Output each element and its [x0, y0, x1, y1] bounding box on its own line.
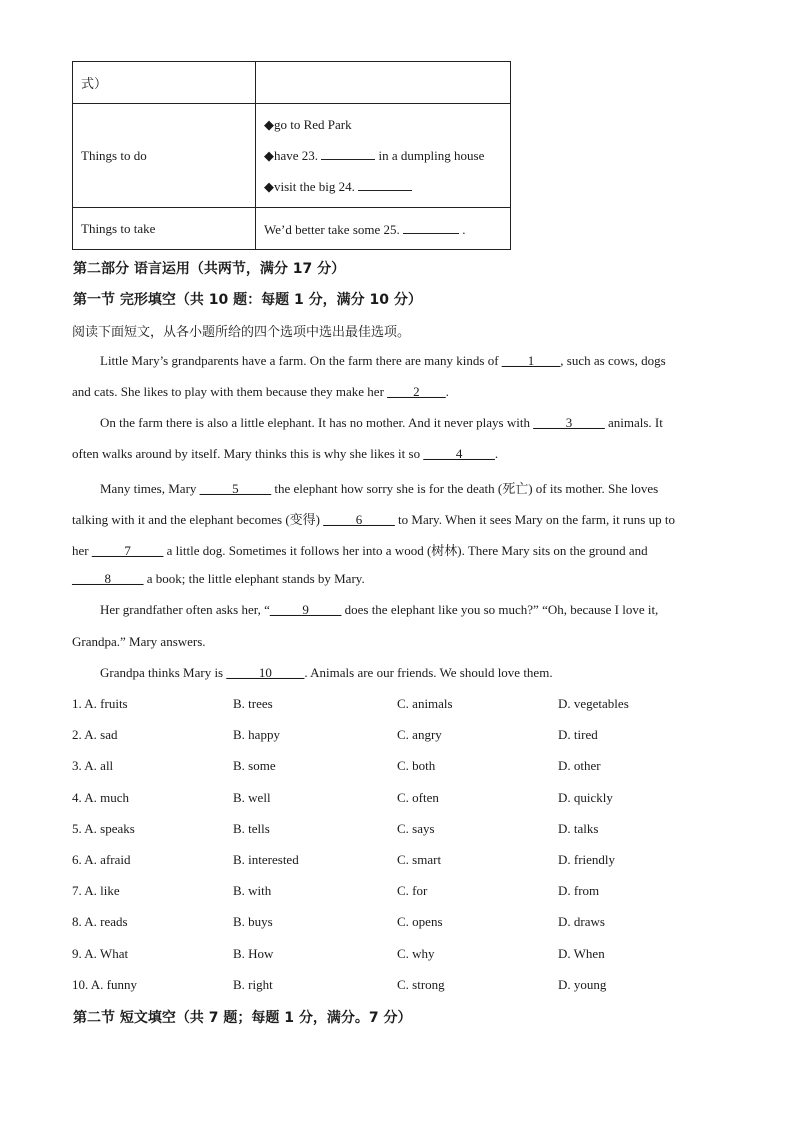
list-item [264, 109, 502, 140]
passage-text: her [72, 543, 92, 558]
diamond-bullet-icon: ◆ [264, 179, 274, 194]
blank-8[interactable]: _____8_____ [72, 571, 144, 586]
part2-heading: 第二部分 语言运用（共两节，满分 17 分） [73, 261, 346, 277]
instructions: 阅读下面短文，从各小题所给的四个选项中选出最佳选项。 [72, 325, 411, 340]
diamond-bullet-icon: ◆ [264, 148, 274, 163]
table-cell: Things to do [73, 104, 256, 208]
list-item [264, 140, 502, 171]
option-7-D[interactable]: D. from [558, 883, 600, 898]
table-cell: 式） [73, 62, 256, 104]
section2-heading: 第二节 短文填空（共 7 题；每题 1 分，满分。7 分） [73, 1010, 412, 1026]
option-1-A[interactable]: 1. A. fruits [72, 696, 128, 711]
passage-text: Her grandfather often asks her, “ [100, 602, 270, 617]
blank-7[interactable]: _____7_____ [91, 543, 164, 558]
option-4-D[interactable]: D. quickly [558, 790, 613, 805]
option-5-D[interactable]: D. talks [558, 821, 599, 836]
passage-line [100, 353, 666, 369]
answer-blank[interactable] [403, 220, 459, 234]
option-10-D[interactable]: D. young [558, 977, 607, 992]
table-row [73, 104, 511, 208]
answer-blank[interactable] [321, 146, 375, 160]
passage-text: animals. It [604, 415, 663, 430]
passage-text: Many times, Mary [100, 481, 200, 496]
option-7-B[interactable]: B. with [233, 883, 272, 898]
answer-blank[interactable] [358, 177, 412, 191]
passage-text: and cats. She likes to play with them because they make her [72, 384, 388, 399]
blank-10[interactable]: _____10_____ [226, 665, 305, 680]
option-9-B[interactable]: B. How [233, 946, 274, 961]
option-10-C[interactable]: C. strong [397, 977, 445, 992]
option-7-C[interactable]: C. for [397, 883, 428, 898]
blank-6[interactable]: _____6_____ [323, 512, 395, 527]
option-2-C[interactable]: C. angry [397, 727, 442, 742]
passage-text: a book; the little elephant stands by Mary. [143, 571, 365, 586]
option-6-A[interactable]: 6. A. afraid [72, 852, 131, 867]
option-10-A[interactable]: 10. A. funny [72, 977, 137, 992]
diamond-bullet-icon: ◆ [264, 117, 274, 132]
passage-text: . [494, 446, 499, 461]
option-5-C[interactable]: C. says [397, 821, 435, 836]
option-8-C[interactable]: C. opens [397, 914, 443, 929]
option-3-A[interactable]: 3. A. all [72, 758, 114, 773]
list-item [264, 171, 502, 202]
passage-line [100, 665, 553, 681]
table-cell: Things to take [73, 208, 256, 250]
option-10-B[interactable]: B. right [233, 977, 273, 992]
passage-line [72, 446, 498, 462]
option-7-A[interactable]: 7. A. like [72, 883, 120, 898]
option-9-D[interactable]: D. When [558, 946, 605, 961]
option-3-C[interactable]: C. both [397, 758, 436, 773]
passage-text: Grandpa.” Mary answers. [72, 634, 206, 649]
list-item-text: in a dumpling house [375, 148, 485, 163]
passage-text: Little Mary’s grandparents have a farm. On the farm there are many kinds of [100, 353, 502, 368]
section1-heading: 第一节 完形填空（共 10 题：每题 1 分，满分 10 分） [73, 292, 422, 308]
passage-text: On the farm there is also a little elephant. It has no mother. And it never plays with [100, 415, 534, 430]
passage-line [100, 478, 658, 497]
option-9-A[interactable]: 9. A. What [72, 946, 129, 961]
passage-text: does the elephant like you so much?” “Oh, because I love it, [341, 602, 659, 617]
option-3-B[interactable]: B. some [233, 758, 276, 773]
info-table [72, 61, 511, 250]
option-9-C[interactable]: C. why [397, 946, 435, 961]
list-item-text: go to Red Park [274, 117, 352, 132]
option-1-D[interactable]: D. vegetables [558, 696, 629, 711]
option-8-A[interactable]: 8. A. reads [72, 914, 128, 929]
option-2-D[interactable]: D. tired [558, 727, 598, 742]
passage-text: often walks around by itself. Mary thinks this is why she likes it so [72, 446, 424, 461]
cell-text: We’d better take some 25. [264, 221, 404, 237]
table-cell [256, 104, 511, 208]
list-item-text: visit the big 24. [274, 179, 359, 194]
option-4-B[interactable]: B. well [233, 790, 271, 805]
passage-text: a little dog. Sometimes it follows her into a wood (树林). There Mary sits on the ground and [163, 543, 648, 558]
passage-line [72, 384, 449, 400]
option-2-B[interactable]: B. happy [233, 727, 280, 742]
list-item-text: have 23. [274, 148, 322, 163]
table-cell [256, 62, 511, 104]
passage-line [72, 571, 365, 587]
passage-text: . [445, 384, 449, 399]
option-2-A[interactable]: 2. A. sad [72, 727, 118, 742]
passage-text: Grandpa thinks Mary is [100, 665, 227, 680]
table-row [73, 62, 511, 104]
blank-5[interactable]: _____5_____ [199, 481, 272, 496]
passage-text: talking with it and the elephant becomes (变得) [72, 512, 324, 527]
option-5-A[interactable]: 5. A. speaks [72, 821, 135, 836]
option-4-C[interactable]: C. often [397, 790, 439, 805]
passage-text: , such as cows, dogs [560, 353, 666, 368]
cell-text: . [459, 221, 466, 237]
option-6-D[interactable]: D. friendly [558, 852, 616, 867]
blank-1[interactable]: ____1____ [501, 353, 561, 368]
passage-text: the elephant how sorry she is for the death (死亡) of its mother. She loves [271, 481, 659, 496]
passage-line [72, 509, 675, 528]
option-6-C[interactable]: C. smart [397, 852, 442, 867]
option-1-B[interactable]: B. trees [233, 696, 273, 711]
option-8-D[interactable]: D. draws [558, 914, 605, 929]
option-5-B[interactable]: B. tells [233, 821, 270, 836]
passage-line [72, 540, 648, 559]
passage-text: . Animals are our friends. We should love them. [304, 665, 553, 680]
blank-2[interactable]: ____2____ [387, 384, 446, 399]
option-3-D[interactable]: D. other [558, 758, 601, 773]
passage-line [100, 602, 658, 618]
passage-line [72, 634, 206, 650]
option-1-C[interactable]: C. animals [397, 696, 453, 711]
table-cell [256, 208, 511, 250]
passage-text: to Mary. When it sees Mary on the farm, it runs up to [394, 512, 675, 527]
option-8-B[interactable]: B. buys [233, 914, 273, 929]
blank-3[interactable]: _____3_____ [533, 415, 605, 430]
table-row [73, 208, 511, 250]
blank-9[interactable]: _____9_____ [269, 602, 342, 617]
blank-4[interactable]: _____4_____ [423, 446, 495, 461]
passage-line [100, 415, 663, 431]
option-4-A[interactable]: 4. A. much [72, 790, 130, 805]
option-6-B[interactable]: B. interested [233, 852, 299, 867]
